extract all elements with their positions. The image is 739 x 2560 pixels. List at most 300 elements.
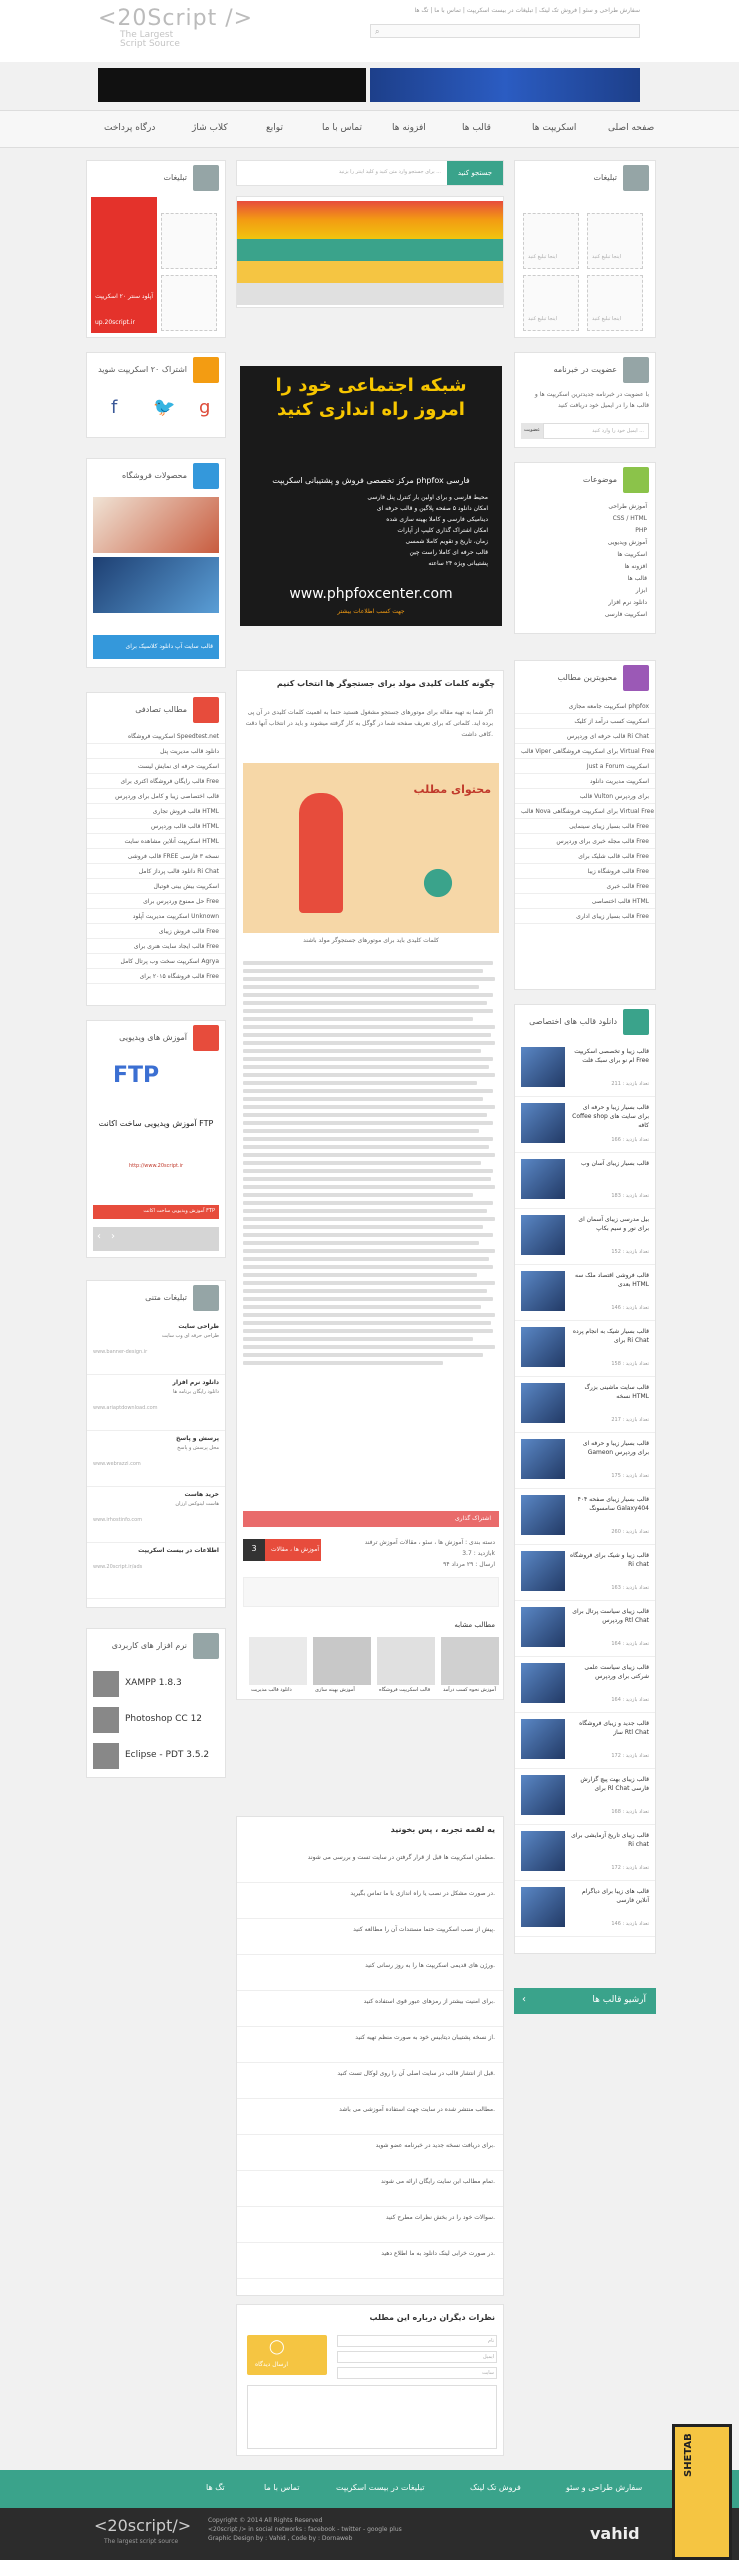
video-box-title: آموزش ویدیویی ساخت اکانت FTP xyxy=(98,1119,214,1128)
text-line xyxy=(243,1113,487,1117)
text-line xyxy=(243,1201,493,1205)
ad-banner-top[interactable] xyxy=(237,201,503,239)
software-item[interactable] xyxy=(93,1705,219,1735)
special-item-thumbnail xyxy=(521,1607,565,1647)
ad-slot[interactable] xyxy=(587,213,643,269)
video-widget xyxy=(86,1020,226,1258)
random-title: مطالب تصادفی xyxy=(135,705,187,714)
text-ad-url[interactable]: www.webrazzi.com xyxy=(93,1461,141,1467)
random-item[interactable]: قالب اختصاصی زیبا و کامل برای وردپرس xyxy=(87,789,225,804)
popular-item[interactable]: اسکریپت مدیریت دانلود xyxy=(515,774,655,789)
text-line xyxy=(243,993,493,997)
text-ad-item[interactable] xyxy=(87,1431,225,1487)
topic-item[interactable]: آموزش ویدیویی xyxy=(607,539,647,546)
topic-item[interactable]: قالب ها xyxy=(627,575,647,582)
special-item[interactable] xyxy=(515,1769,655,1825)
video-box-url: http://www.20script.ir xyxy=(128,1163,184,1169)
shop-product-image[interactable] xyxy=(93,497,219,553)
tip-item: مطالب منتشر شده در سایت جهت استفاده آموزشی می باشد. xyxy=(237,2099,503,2135)
comment-count-button[interactable] xyxy=(243,1539,321,1561)
text-line xyxy=(243,985,479,989)
ads-icon xyxy=(623,165,649,191)
newsletter-icon xyxy=(623,357,649,383)
special-item-meta: تعداد بازدید : 146 xyxy=(611,1305,649,1311)
topic-item[interactable]: آموزش طراحی xyxy=(608,503,647,510)
software-item[interactable] xyxy=(93,1669,219,1699)
special-item-thumbnail xyxy=(521,1831,565,1871)
random-item[interactable]: قالب رایگان فروشگاه اکتری برای Free xyxy=(87,774,225,789)
nav-item-gateway[interactable]: درگاه پرداخت xyxy=(104,123,156,133)
topic-item[interactable]: دانلود نرم افزار xyxy=(608,599,647,606)
main-top-ads xyxy=(236,196,504,308)
text-ad-url[interactable]: www.banner-design.ir xyxy=(93,1349,148,1355)
footer-link[interactable]: تبلیغات در بیست اسکریپت xyxy=(336,2483,425,2492)
software-item-label: Photoshop CC 12 xyxy=(125,1714,203,1724)
text-line xyxy=(243,1305,481,1309)
related-item-label: آموزش نحوه کسب درآمد xyxy=(443,1687,496,1693)
share-bar[interactable] xyxy=(243,1511,499,1527)
text-ads-list xyxy=(87,1319,225,1599)
youtube-icon xyxy=(193,1025,219,1051)
related-item[interactable] xyxy=(313,1637,371,1693)
ftp-logo: FTP xyxy=(113,1063,160,1088)
topic-item[interactable]: افزونه ها xyxy=(624,563,647,570)
footer-credits xyxy=(208,2516,402,2543)
special-item-title: قالب جدید و زیبای فروشگاه ساز Rtl Chat xyxy=(579,1720,649,1736)
upload-center-ad-url: up.20script.ir xyxy=(95,319,135,326)
ad-slot-label: اینجا تبلیغ کنید xyxy=(592,316,621,322)
cart-icon xyxy=(193,463,219,489)
popular-title: محبوبترین مطالب xyxy=(557,673,617,682)
special-item[interactable] xyxy=(515,1377,655,1433)
special-item-thumbnail xyxy=(521,1271,565,1311)
video-cta-button[interactable] xyxy=(93,1205,219,1219)
special-item[interactable] xyxy=(515,1321,655,1377)
special-item[interactable] xyxy=(515,1601,655,1657)
phpfox-ad-subtitle: مرکز تخصصی فروش و پشتیبانی اسکریپت phpfox فارسی xyxy=(272,476,470,485)
special-item[interactable] xyxy=(515,1825,655,1881)
video-title: آموزش های ویدیویی xyxy=(119,1033,187,1042)
tip-item: پیش از نصب اسکریپت حتما مستندات آن را مطالعه کنید. xyxy=(237,1919,503,1955)
text-line xyxy=(243,1177,491,1181)
footer-logo-sub: The largest script source xyxy=(104,2538,179,2545)
special-item-thumbnail xyxy=(521,1663,565,1703)
topics-widget xyxy=(514,462,656,634)
topic-item[interactable]: ابزار xyxy=(635,587,647,594)
text-ad-item[interactable] xyxy=(87,1543,225,1599)
upload-center-ad[interactable] xyxy=(91,197,157,333)
random-list xyxy=(87,729,225,984)
topic-item[interactable]: PHP xyxy=(635,527,647,534)
related-title: مطالب مشابه xyxy=(454,1621,495,1629)
header-banner-left[interactable] xyxy=(98,68,366,102)
special-item-title: قالب های زیبا برای دیاگرام آنلاین فارسی xyxy=(581,1888,649,1904)
video-cta-label: آموزش ویدیویی ساخت اکانت FTP xyxy=(143,1208,215,1214)
eclipse-icon xyxy=(93,1743,119,1769)
software-item[interactable] xyxy=(93,1741,219,1771)
star-icon xyxy=(623,665,649,691)
reply-name-input[interactable]: نام xyxy=(337,2335,497,2347)
text-line xyxy=(243,1161,481,1165)
ad-banner-strip[interactable] xyxy=(237,261,503,283)
random-item[interactable]: اسکریپت فروشگاه Speedtest.net xyxy=(87,729,225,744)
main-search-input[interactable]: برای جستجو وارد متن کنید و کلید اینتر را بزنید ... xyxy=(338,169,441,175)
text-ad-item[interactable] xyxy=(87,1375,225,1431)
special-item-meta: تعداد بازدید : 166 xyxy=(611,1137,649,1143)
random-item[interactable]: اسکریپت حرفه ای نمایش لیست xyxy=(87,759,225,774)
ad-slot-label: اینجا تبلیغ کنید xyxy=(528,316,557,322)
text-line xyxy=(243,1145,489,1149)
special-item-thumbnail xyxy=(521,1495,565,1535)
xampp-icon xyxy=(93,1671,119,1697)
special-item[interactable] xyxy=(515,1881,655,1937)
newsletter-title: عضویت در خبرنامه xyxy=(553,365,617,374)
reply-button[interactable] xyxy=(247,2335,327,2375)
social-text[interactable]: <20script /> in social networks : facebook - twitter - google plus xyxy=(208,2526,402,2533)
popular-item[interactable]: قالب Vulton برای وردپرس xyxy=(515,789,655,804)
special-item-meta: تعداد بازدید : 168 xyxy=(611,1809,649,1815)
ad-slot-label: اینجا تبلیغ کنید xyxy=(592,254,621,260)
software-title: نرم افزار های کاربردی xyxy=(111,1641,187,1650)
special-item-thumbnail xyxy=(521,1551,565,1591)
popular-item[interactable]: قالب Nova برای اسکریپت فروشگاهی Virtual Free xyxy=(515,804,655,819)
footer-link[interactable]: فروش تک لینک xyxy=(470,2483,521,2492)
random-item[interactable]: اسکریپت آنلاین مشاهده سایت HTML xyxy=(87,834,225,849)
special-item-meta: تعداد بازدید : 260 xyxy=(611,1529,649,1535)
special-item[interactable] xyxy=(515,1433,655,1489)
popular-item[interactable]: قالب بسیار زیبای سینمایی Free xyxy=(515,819,655,834)
tips-title: یه لقمه تجربه ، پس بخونید xyxy=(390,1825,495,1834)
special-item-meta: تعداد بازدید : 158 xyxy=(611,1361,649,1367)
random-item[interactable]: قالب فروشگاه ۲۰۱۵ برای Free xyxy=(87,969,225,984)
topic-item[interactable]: اسکریپت فارسی xyxy=(604,611,647,618)
popular-item[interactable]: اسکریپت کسب درآمد از کلیک xyxy=(515,714,655,729)
category-label[interactable]: دسته بندی : آموزش ها ، سئو ، مقالات آموزش ترفند xyxy=(364,1539,495,1546)
topics-list xyxy=(523,501,647,621)
text-ad-title: طراحی سایت xyxy=(178,1323,219,1330)
share-label: اشتراک گذاری xyxy=(454,1515,491,1522)
special-item[interactable] xyxy=(515,1041,655,1097)
special-item-thumbnail xyxy=(521,1215,565,1255)
text-line xyxy=(243,969,483,973)
reply-textarea[interactable] xyxy=(247,2385,497,2449)
copyright-text: Copyright © 2014 All Rights Reserved xyxy=(208,2517,323,2524)
shop-product-image[interactable] xyxy=(93,557,219,613)
nav-item-plugins[interactable]: افزونه ها xyxy=(392,123,426,133)
text-ad-desc: طراحی حرفه ای وب سایت xyxy=(161,1333,219,1339)
popular-item[interactable]: قالب حرفه ای وردپرس Ri Chat xyxy=(515,729,655,744)
special-item-meta: تعداد بازدید : 172 xyxy=(611,1753,649,1759)
header-banner-right[interactable] xyxy=(370,68,640,102)
ad-slot[interactable] xyxy=(161,275,217,331)
popular-item[interactable]: قالب مجله خبری برای وردپرس Free xyxy=(515,834,655,849)
special-item-thumbnail xyxy=(521,1887,565,1927)
special-item-title: قالب زیبای سیاست علمی شرکتی برای وردپرس xyxy=(584,1664,649,1680)
text-ad-desc: هاست لینوکس ارزان xyxy=(175,1501,219,1507)
ad-slot[interactable] xyxy=(587,275,643,331)
random-item[interactable]: اسکریپت سخت وب پرتال کامل Agrya xyxy=(87,954,225,969)
ad-banner-strip[interactable] xyxy=(237,283,503,305)
text-line xyxy=(243,1337,473,1341)
newsletter-text: با عضویت در خبرنامه جدیدترین اسکریپت ها و قالب ها را در ایمیل خود دریافت کنید xyxy=(534,391,649,409)
text-ads-title: تبلیغات متنی xyxy=(145,1293,187,1302)
share-widget-title: اشتراک ۲۰ اسکریپت شوید xyxy=(98,365,187,374)
text-line xyxy=(243,1049,481,1053)
nav-item-scripts[interactable]: اسکریپت ها xyxy=(532,123,577,133)
related-item[interactable] xyxy=(441,1637,499,1693)
special-item[interactable] xyxy=(515,1097,655,1153)
text-ad-url[interactable]: www.20script.ir/ads xyxy=(93,1564,143,1570)
text-line xyxy=(243,1313,495,1317)
text-ad-title: خرید هاست xyxy=(184,1491,219,1498)
special-item[interactable] xyxy=(515,1489,655,1545)
designer-logo[interactable]: vahid xyxy=(590,2524,640,2543)
chevron-left-icon: ‹ xyxy=(522,1994,526,2005)
reply-section xyxy=(236,2304,504,2456)
special-item-title: قالب زیبای تاریخ آزمایشی برای Ri chat xyxy=(571,1832,649,1848)
download-icon xyxy=(623,1009,649,1035)
upload-center-ad-text: آپلود سنتر ۲۰ اسکریپت xyxy=(95,293,153,300)
chevron-left-icon[interactable]: ‹ xyxy=(97,1231,101,1242)
software-item-label: XAMPP 1.8.3 xyxy=(125,1678,182,1688)
related-item[interactable] xyxy=(377,1637,435,1693)
text-line xyxy=(243,1009,493,1013)
illustration-fish xyxy=(403,853,473,913)
special-item-thumbnail xyxy=(521,1103,565,1143)
related-item-label: قالب اسکریپت فروشگاه xyxy=(379,1687,431,1693)
special-item-title: قالب بسیار زیبای آسان وب xyxy=(581,1160,649,1167)
ad-banner-strip[interactable] xyxy=(237,239,503,261)
popular-item[interactable]: قالب قالب شلیک برای Free xyxy=(515,849,655,864)
reply-email-input[interactable]: ایمیل xyxy=(337,2351,497,2363)
special-item-thumbnail xyxy=(521,1327,565,1367)
archive-button-label: آرشیو قالب ها xyxy=(592,1995,646,2005)
text-line xyxy=(243,1321,491,1325)
text-line xyxy=(243,1233,493,1237)
popular-list xyxy=(515,699,655,924)
text-line xyxy=(243,1089,493,1093)
random-item[interactable]: اسکریپت بیش بینی فوتبال xyxy=(87,879,225,894)
ad-slot[interactable] xyxy=(523,275,579,331)
phpfox-ad-bullets xyxy=(254,492,488,569)
topic-item[interactable]: CSS / HTML xyxy=(612,515,647,522)
photoshop-icon xyxy=(93,1707,119,1733)
phpfox-ad-url[interactable]: www.phpfoxcenter.com xyxy=(289,586,453,602)
special-item-meta: تعداد بازدید : 152 xyxy=(611,1249,649,1255)
random-item[interactable]: قالب فروش تجاری HTML xyxy=(87,804,225,819)
tip-item: برای دریافت نسخه جدید در خبرنامه عضو شوید. xyxy=(237,2135,503,2171)
tip-item: ورژن های قدیمی اسکریپت ها را به روز رسانی کنید. xyxy=(237,1955,503,1991)
text-line xyxy=(243,1241,479,1245)
special-item-title: قالب فروشی اقتصاد ملک سه بعدی HTML xyxy=(574,1272,649,1288)
tip-item: از نسخه پشتیبان دیتابیس خود به صورت منظم تهیه کنید. xyxy=(237,2027,503,2063)
text-line xyxy=(243,1001,487,1005)
special-item-title: قالب سایت ماشینی بزرگ نسخه HTML xyxy=(584,1384,649,1400)
software-widget xyxy=(86,1628,226,1778)
text-line xyxy=(243,1265,493,1269)
popular-item[interactable]: قالب خبری Free xyxy=(515,879,655,894)
special-item[interactable] xyxy=(515,1545,655,1601)
newsletter-email-input[interactable]: ایمیل خود را وارد کنید ... xyxy=(543,423,649,439)
special-list xyxy=(515,1041,655,1937)
article-image xyxy=(243,763,499,933)
topics-icon xyxy=(623,467,649,493)
related-item[interactable] xyxy=(249,1637,307,1693)
random-item[interactable]: قالب فروشی FREE نسخه ۳ فارسی xyxy=(87,849,225,864)
special-item-title: قالب بسیار زیبای صفحه ۴۰۴ سامسونگ Galaxy404 xyxy=(577,1496,649,1512)
right-ads-widget xyxy=(514,160,656,338)
special-item-thumbnail xyxy=(521,1159,565,1199)
special-item-title: قالب زیبا و شیک برای فروشگاه Ri chat xyxy=(570,1552,649,1568)
text-line xyxy=(243,1169,493,1173)
related-item-label: دانلود قالب مدیریت xyxy=(251,1687,292,1693)
text-line xyxy=(243,1137,493,1141)
tips-list xyxy=(237,1847,503,2279)
article-intro: اگر شما به تهیه مقاله برای موتورهای جستجو مشغول هستید حتما به اهمیت کلمات کلیدی در آن پی برده اید. کلماتی که برای تعریف صفحه شما در گوگل به کار گرفته میشوند و باید در انتخاب آنها دقت کافی داشت. xyxy=(245,709,493,738)
special-item[interactable] xyxy=(515,1265,655,1321)
shop-cta-button[interactable] xyxy=(93,635,219,659)
special-item-thumbnail xyxy=(521,1047,565,1087)
text-line xyxy=(243,1297,493,1301)
chevron-right-icon[interactable]: › xyxy=(111,1231,115,1242)
search-icon: ⌕ xyxy=(375,27,380,36)
tip-item: در صورت مشکل در نصب یا راه اندازی با ما تماس بگیرید. xyxy=(237,1883,503,1919)
site-logo[interactable]: <20Script /> xyxy=(98,6,254,31)
random-item[interactable]: قالب ایجاد سایت هنری برای Free xyxy=(87,939,225,954)
text-line xyxy=(243,1153,495,1157)
special-item-title: قالب زیبای سیاست پرتال برای وردپرس Rtl Chat xyxy=(572,1608,649,1624)
video-thumbnail[interactable] xyxy=(93,1059,219,1203)
footer-link[interactable]: تماس با ما xyxy=(264,2483,300,2492)
related-item-label: آموزش بهینه سازی xyxy=(315,1687,355,1693)
popular-item[interactable]: قالب Viper برای اسکریپت فروشگاهی Virtual Free xyxy=(515,744,655,759)
popular-item[interactable]: اسکریپت جامعه مجازی phpfox xyxy=(515,699,655,714)
ad-slot[interactable] xyxy=(523,213,579,269)
special-item-thumbnail xyxy=(521,1775,565,1815)
random-item[interactable]: حل ممنوع وردپرس برای Free xyxy=(87,894,225,909)
archive-button[interactable] xyxy=(514,1988,656,2014)
nav-item-home[interactable]: صفحه اصلی xyxy=(608,123,655,133)
topics-title: موضوعات xyxy=(582,475,617,484)
main-navigation xyxy=(0,110,739,148)
text-ad-item[interactable] xyxy=(87,1487,225,1543)
article-title[interactable]: چگونه کلمات کلیدی مولد برای جستجوگر ها انتخاب کنیم xyxy=(276,679,495,688)
random-item[interactable]: دانلود قالب پرداز کامل Ri Chat xyxy=(87,864,225,879)
text-ad-item[interactable] xyxy=(87,1319,225,1375)
text-line xyxy=(243,1225,483,1229)
text-line xyxy=(243,1329,493,1333)
comment-icon: 3 xyxy=(243,1539,265,1561)
rss-icon xyxy=(193,357,219,383)
nav-item-functions[interactable]: توابع xyxy=(266,123,283,133)
nav-item-templates[interactable]: قالب ها xyxy=(462,123,491,133)
header-search-box[interactable] xyxy=(370,24,640,38)
facebook-icon[interactable]: f xyxy=(111,397,118,418)
comment-button-label: آموزش ها ، مقالات xyxy=(271,1546,319,1553)
random-item[interactable]: دانلود قالب مدیریت پنل xyxy=(87,744,225,759)
text-ad-title: اطلاعات در بیست اسکریپت xyxy=(138,1547,219,1554)
google-plus-icon[interactable]: g xyxy=(199,397,211,418)
random-widget xyxy=(86,692,226,1006)
footer-bottom xyxy=(0,2508,739,2560)
special-templates-title: دانلود قالب های اختصاصی xyxy=(529,1017,617,1026)
footer-link[interactable]: سفارش طراحی و سئو xyxy=(566,2483,643,2492)
popular-item[interactable]: قالب فروشگاه زیبا Free xyxy=(515,864,655,879)
newsletter-widget xyxy=(514,352,656,448)
ads-icon xyxy=(193,165,219,191)
popular-widget xyxy=(514,660,656,990)
popular-item[interactable]: قالب بسیار زیبای اداری Free xyxy=(515,909,655,924)
footer-link[interactable]: تگ ها xyxy=(206,2483,225,2492)
text-line xyxy=(243,1193,473,1197)
share-widget xyxy=(86,352,226,438)
reply-site-input[interactable]: سایت xyxy=(337,2367,497,2379)
text-line xyxy=(243,1289,487,1293)
text-ad-desc: دانلود رایگان برنامه ها xyxy=(173,1389,219,1395)
footer-logo[interactable]: <20script/> xyxy=(94,2516,192,2535)
article-card xyxy=(236,670,504,1700)
special-item-meta: تعداد بازدید : 164 xyxy=(611,1641,649,1647)
topic-item[interactable]: اسکریپت ها xyxy=(617,551,647,558)
special-item-meta: تعداد بازدید : 172 xyxy=(611,1865,649,1871)
date-label: ارسال : ۲۹ مرداد ۹۴ xyxy=(443,1561,495,1568)
special-item-meta: تعداد بازدید : 211 xyxy=(611,1081,649,1087)
special-item[interactable] xyxy=(515,1713,655,1769)
newsletter-submit-button[interactable]: عضویت xyxy=(521,423,543,439)
special-item[interactable] xyxy=(515,1153,655,1209)
special-item-meta: تعداد بازدید : 183 xyxy=(611,1193,649,1199)
shop-title: محصولات فروشگاه xyxy=(121,471,187,480)
special-item-title: قالب زیبای بهت پیچ گزارش برای Rl Chat فارسی xyxy=(580,1776,649,1792)
special-templates-widget xyxy=(514,1004,656,1954)
ad-bullet: قالب حرفه ای کاملا راست چین xyxy=(409,549,488,556)
special-item-meta: تعداد بازدید : 163 xyxy=(611,1585,649,1591)
random-item[interactable]: اسکریپت مدیریت آپلود Unknown xyxy=(87,909,225,924)
ad-slot[interactable] xyxy=(161,213,217,269)
text-ad-url[interactable]: www.ariaptdownload.com xyxy=(93,1405,158,1411)
special-item-meta: تعداد بازدید : 217 xyxy=(611,1417,649,1423)
video-pager xyxy=(93,1227,219,1251)
shetab-badge[interactable] xyxy=(672,2424,732,2560)
site-logo-subtitle: The Largest Script Source xyxy=(120,30,180,49)
ad-slot-label: اینجا تبلیغ کنید xyxy=(528,254,557,260)
text-line xyxy=(243,1025,495,1029)
phpfox-ad[interactable] xyxy=(240,366,502,626)
credits-text: Graphic Design by : Vahid , Code by : Dornaweb xyxy=(208,2535,353,2542)
text-ads-widget xyxy=(86,1280,226,1608)
nav-item-club[interactable]: کلاب شاژ xyxy=(192,123,228,133)
nav-item-contact[interactable]: تماس با ما xyxy=(322,123,362,133)
popular-item[interactable]: Just a Forum اسکریپت xyxy=(515,759,655,774)
special-item[interactable] xyxy=(515,1209,655,1265)
shop-cta-label: قالب سایت آپ دانلود کلاسیک برای xyxy=(125,643,213,650)
search-tab-button[interactable]: جستجو کنید xyxy=(447,161,503,185)
random-item[interactable]: قالب قالب وردپرس HTML xyxy=(87,819,225,834)
text-line xyxy=(243,1361,443,1365)
random-item[interactable]: قالب فروش زیبای Free xyxy=(87,924,225,939)
popular-item[interactable]: قالب اختصاصی HTML xyxy=(515,894,655,909)
special-item[interactable] xyxy=(515,1657,655,1713)
twitter-icon[interactable]: 🐦 xyxy=(153,397,176,418)
phpfox-ad-title: شبکه اجتماعی خود را امروز راه اندازی کنید xyxy=(275,375,467,420)
footer-links-bar xyxy=(0,2470,739,2508)
text-line xyxy=(243,1081,477,1085)
text-line xyxy=(243,1209,487,1213)
top-links[interactable]: سفارش طراحی و سئو | فروش تک لینک | تبلیغات در بیست اسکریپت | تماس با ما | تگ ها xyxy=(414,7,640,14)
text-ad-url[interactable]: www.irhostinfo.com xyxy=(93,1517,143,1523)
ad-bullet: محیط فارسی و برای اولین بار کنترل پنل فارسی xyxy=(367,494,488,501)
ad-bullet: زمان، تاریخ و تقویم کاملا شمسی xyxy=(405,538,488,545)
